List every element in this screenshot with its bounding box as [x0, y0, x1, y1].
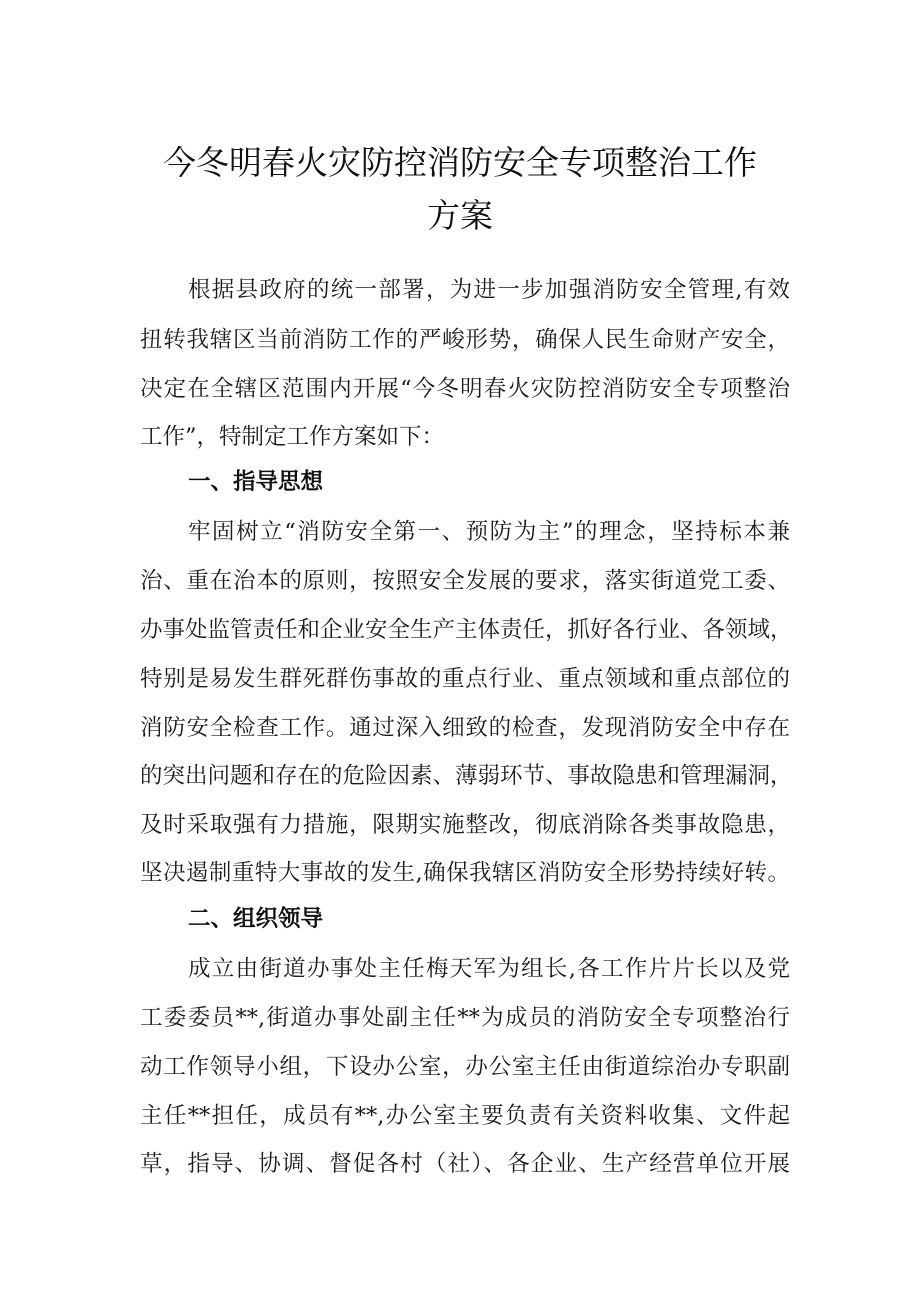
document-title-line2: 方案 [427, 196, 493, 235]
section1-paragraph-line: 坚决遏制重特大事故的发生,确保我辖区消防安全形势持续好转。 [140, 860, 790, 886]
intro-paragraph-line: 工作”，特制定工作方案如下： [140, 424, 445, 450]
section-heading-guiding-ideology: 一、指导思想 [188, 469, 324, 495]
intro-paragraph-line: 扭转我辖区当前消防工作的严峻形势，确保人民生命财产安全， [140, 327, 790, 353]
section1-paragraph-line: 牢固树立“消防安全第一、预防为主”的理念，坚持标本兼 [188, 519, 790, 545]
section1-paragraph-line: 消防安全检查工作。通过深入细致的检查，发现消防安全中存在 [140, 715, 790, 741]
section2-paragraph-line: 成立由街道办事处主任梅天军为组长,各工作片片长以及党 [188, 956, 790, 982]
section1-paragraph-line: 的突出问题和存在的危险因素、薄弱环节、事故隐患和管理漏洞， [140, 763, 793, 789]
section1-paragraph-line: 及时采取强有力措施，限期实施整改，彻底消除各类事故隐患， [140, 812, 790, 838]
document-title-line1: 今冬明春火灾防控消防安全专项整治工作 [163, 143, 757, 182]
section-heading-organization-leadership: 二、组织领导 [188, 906, 324, 932]
section2-paragraph-line: 工委委员**,街道办事处副主任**为成员的消防安全专项整治行 [140, 1005, 790, 1031]
section2-paragraph-line: 草，指导、协调、督促各村（社）、各企业、生产经营单位开展 [140, 1151, 790, 1177]
section1-paragraph-line: 治、重在治本的原则，按照安全发展的要求，落实街道党工委、 [140, 568, 790, 594]
section2-paragraph-line: 主任**担任，成员有**,办公室主要负责有关资料收集、文件起 [140, 1103, 790, 1129]
section2-paragraph-line: 动工作领导小组，下设办公室，办公室主任由街道综治办专职副 [140, 1054, 790, 1080]
section1-paragraph-line: 办事处监管责任和企业安全生产主体责任，抓好各行业、各领域， [140, 617, 793, 643]
intro-paragraph-line: 根据县政府的统一部署，为进一步加强消防安全管理,有效 [188, 277, 790, 303]
intro-paragraph-line: 决定在全辖区范围内开展“今冬明春火灾防控消防安全专项整治 [140, 376, 790, 402]
section1-paragraph-line: 特别是易发生群死群伤事故的重点行业、重点领域和重点部位的 [140, 666, 790, 692]
